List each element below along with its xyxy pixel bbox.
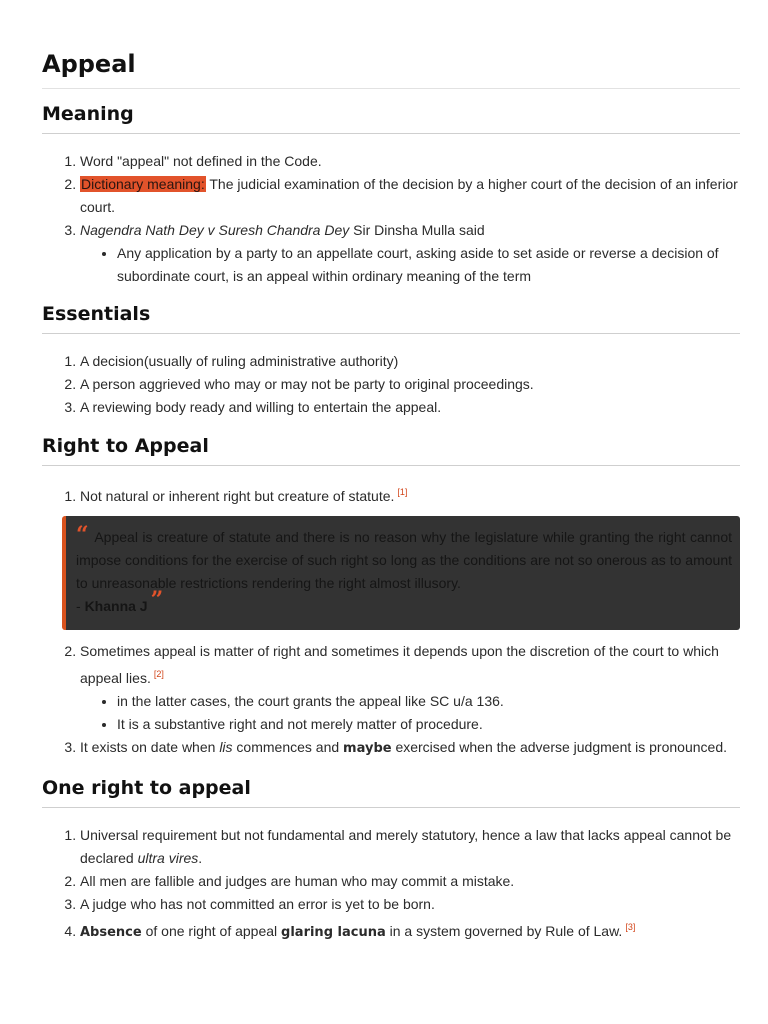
section-one-right-to-appeal [42,775,740,944]
bold-term: maybe [343,741,392,756]
open-quote-icon: “ [76,522,89,548]
list-item: 3. A reviewing body ready and willing to entertain the appeal. [80,396,740,419]
quote-author: Khanna J [84,598,148,614]
sub-list [80,690,740,736]
sub-list-item: • Any application by a party to an appellate court, asking aside to set aside or reverse a decision of subordinate court, is an appeal within ordinary meaning of the term [117,242,740,288]
list-item: 4. Absence of one right of appeal glaring lacuna in a system governed by Rule of Law. [3] [80,916,740,944]
page-title: Appeal [42,0,740,89]
list-item: 3. Nagendra Nath Dey v Suresh Chandra Dey Sir Dinsha Mulla said • Any application by a party to an appellate court, asking aside to set aside or reverse a decision of subordinate court, is an appeal within ordinary meaning of the term [80,219,740,288]
blockquote: “ Appeal is creature of statute and there is no reason why the legislature while granting the right cannot impose conditions for the exercise of such right so long as the conditions are not so onerous as to amount to unreasonable restrictions rendering the right almost illusory. - Khanna J ” [62,516,740,630]
meaning-list [42,150,740,288]
list-item: 2. Sometimes appeal is matter of right and sometimes it depends upon the discretion of the court to which appeal lies. [2] • in the latter cases, the court grants the appeal like SC u/a 136. • It is a substantive right and not merely matter of procedure. [80,640,740,736]
bold-term: glaring lacuna [281,925,386,940]
section-heading-one-right: One right to appeal [42,775,740,808]
footnote-link[interactable]: [2] [153,669,164,679]
list-item: 2. Dictionary meaning: The judicial examination of the decision by a higher court of the decision of an inferior court. [80,173,740,219]
section-meaning [42,101,740,288]
list-item: 1. Universal requirement but not fundamental and merely statutory, hence a law that lacks appeal cannot be declared ultra vires. [80,824,740,870]
case-name: Nagendra Nath Dey v Suresh Chandra Dey [80,222,350,238]
sub-list-item: • It is a substantive right and not merely matter of procedure. [117,713,740,736]
right-to-appeal-list [42,481,740,760]
section-right-to-appeal [42,433,740,760]
one-right-list [42,824,740,944]
italic-term: ultra vires [137,850,199,866]
footnote-link[interactable]: [3] [625,922,636,932]
close-quote-icon: ” [150,587,164,613]
sub-list-item: • in the latter cases, the court grants the appeal like SC u/a 136. [117,690,740,713]
section-essentials [42,301,740,419]
quote-text: Appeal is creature of statute and there is no reason why the legislature while granting the right cannot impose conditions for the exercise of such right so long as the conditions are not so onerous as to amount to unreasonable restrictions rendering the right almost illusory. [76,529,732,591]
list-item: 3. It exists on date when lis commences and maybe exercised when the adverse judgment is pronounced. [80,736,740,760]
list-item: 2. All men are fallible and judges are human who may commit a mistake. [80,870,740,893]
bold-term: Absence [80,925,142,940]
footnote-link[interactable]: [1] [397,487,408,497]
list-item: 2. A person aggrieved who may or may not be party to original proceedings. [80,373,740,396]
highlighted-text: Dictionary meaning: [81,176,205,192]
essentials-list [42,350,740,419]
list-item: 1. Word "appeal" not defined in the Code. [80,150,740,173]
list-item: 3. A judge who has not committed an error is yet to be born. [80,893,740,916]
section-heading-essentials: Essentials [42,301,740,334]
list-item: 1. A decision(usually of ruling administrative authority) [80,350,740,373]
sub-list [80,242,740,288]
list-item: 1. Not natural or inherent right but creature of statute. [1] “ Appeal is creature of statute and there is no reason why the legislature while granting the right cannot impose conditions for the exercise of such right so long as the conditions are not so onerous as to amount to unreasonable restrictions rendering the right almost illusory. - Khanna J ” [80,481,740,630]
section-heading-right-to-appeal: Right to Appeal [42,433,740,466]
section-heading-meaning: Meaning [42,101,740,134]
italic-term: lis [219,739,233,755]
